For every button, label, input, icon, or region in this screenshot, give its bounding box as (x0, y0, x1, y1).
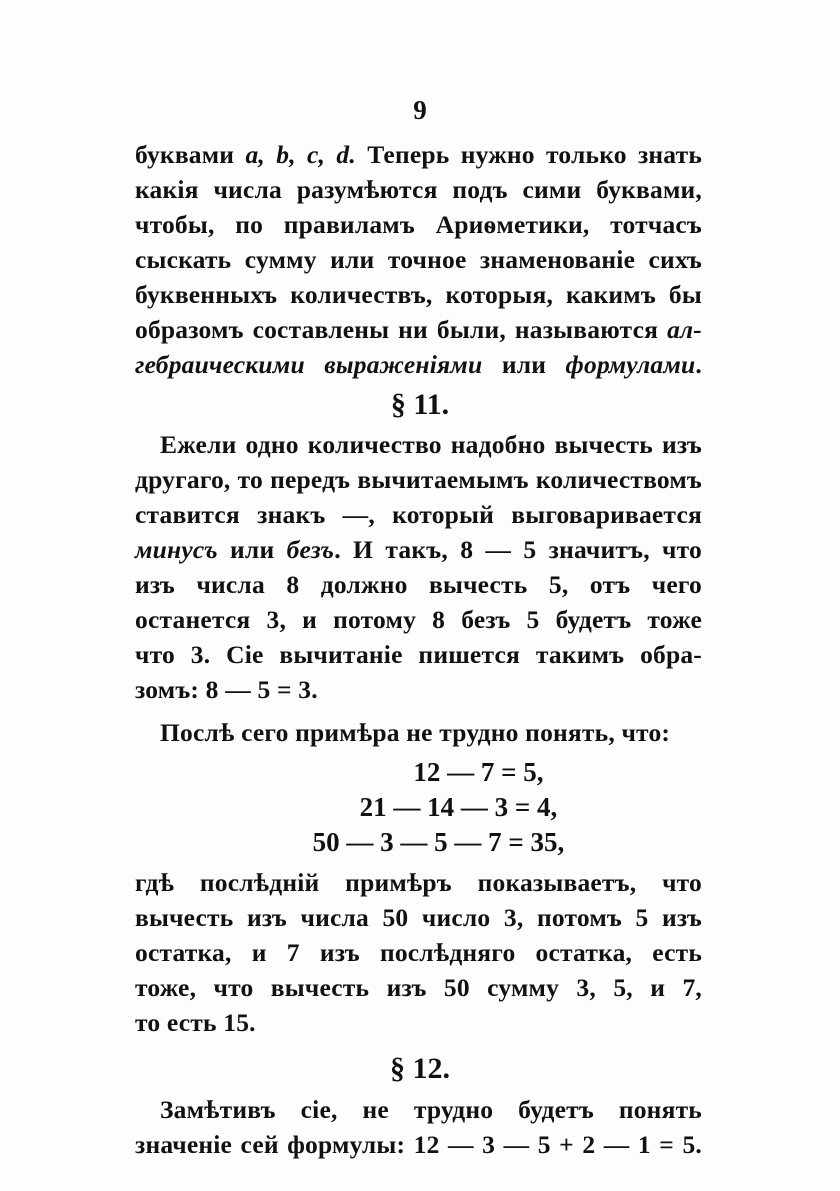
text-span: образомъ составлены ни были, называются (135, 315, 668, 344)
section-heading: § 12. (390, 1052, 450, 1085)
variables-italic: a, b, c, d. (245, 140, 356, 169)
text-line: ставится знакъ —, который выговаривается (135, 500, 702, 529)
page-number: 9 (413, 95, 427, 125)
text-span: или (482, 350, 566, 379)
text-line: Послѣ сего примѣра не трудно понять, что: (160, 718, 671, 747)
equation: 21 — 14 — 3 = 4, (359, 792, 558, 822)
text-line (135, 350, 702, 380)
text-line: изъ числа 8 должно вычесть 5, отъ чего (135, 570, 702, 599)
text-line: буквенныхъ количествъ, которыя, какимъ бы (135, 280, 702, 309)
text-line: чтобы, по правиламъ Ариѳметики, тотчасъ (135, 210, 702, 239)
equation: 50 — 3 — 5 — 7 = 35, (312, 827, 565, 857)
section-heading: § 11. (390, 388, 450, 421)
text-line: Замѣтивъ сіе, не трудно будетъ понять (160, 1095, 702, 1124)
text-span: . И такъ, 8 — 5 значитъ, что (334, 535, 702, 564)
term-italic: ал- (667, 315, 702, 344)
term-italic: минусъ (135, 535, 218, 564)
text-span: или (217, 535, 287, 564)
text-span: буквами (135, 140, 246, 169)
text-line (135, 535, 702, 565)
text-line: что 3. Сіе вычитаніе пишется такимъ обра- (135, 640, 702, 669)
text-line: значеніе сей формулы: 12 — 3 — 5 + 2 — 1 = 5. (135, 1130, 702, 1159)
term-italic: безъ (286, 535, 335, 564)
text-span: . (695, 350, 702, 379)
text-line: сыскать сумму или точное знаменованіе сихъ (135, 245, 702, 274)
text-line: гдѣ послѣдній примѣръ показываетъ, что (135, 868, 702, 897)
term-italic: формулами (565, 350, 696, 379)
text-line: тоже, что вычесть изъ 50 сумму 3, 5, и 7, (135, 973, 702, 1002)
text-line: то есть 15. (135, 1008, 256, 1037)
text-line: другаго, то передъ вычитаемымъ количествомъ (135, 465, 702, 494)
text-line (135, 140, 702, 170)
text-line: Ежели одно количество надобно вычесть изъ (160, 430, 702, 459)
text-line: вычесть изъ числа 50 число 3, потомъ 5 изъ (135, 903, 702, 932)
equation: 12 — 7 = 5, (413, 757, 544, 787)
text-line: зомъ: 8 — 5 = 3. (135, 675, 318, 704)
text-line: остатка, и 7 изъ послѣдняго остатка, есть (135, 938, 702, 967)
text-line: какія числа разумѣются подъ сими буквами, (135, 175, 702, 204)
text-span: Теперь нужно только знать (355, 140, 702, 169)
text-line (135, 315, 702, 345)
term-italic: гебраическими выраженіями (135, 350, 483, 379)
text-line: останется 3, и потому 8 безъ 5 будетъ тоже (135, 605, 702, 634)
